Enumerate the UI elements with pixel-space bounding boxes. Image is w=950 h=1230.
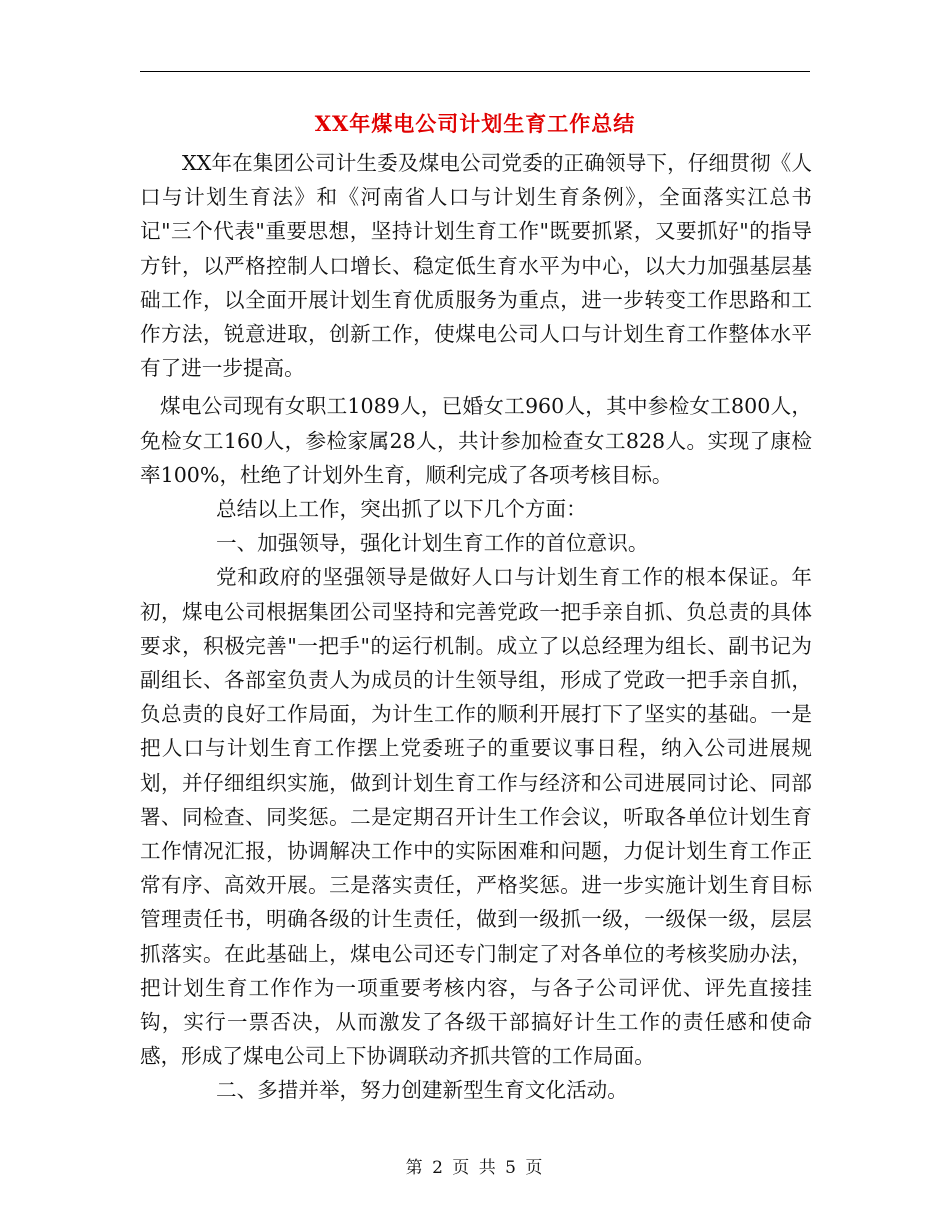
paragraph-intro: XX年在集团公司计生委及煤电公司党委的正确领导下，仔细贯彻《人口与计划生育法》和《河南省人口与计划生育条例》，全面落实江总书记"三个代表"重要思想，坚持计划生育工作"既要抓紧，又要抓好"的指导方针，以严格控制人口增长、稳定低生育水平为中心，以大力加强基层基础工作，以全面开展计划生育优质服务为重点，进一步转变工作思路和工作方法，锐意进取，创新工作，使煤电公司人口与计划生育工作整体水平有了进一步提高。: [140, 151, 812, 381]
section-heading-2: 二、多措并举，努力创建新型生育文化活动。: [216, 1078, 628, 1103]
document-title: XX年煤电公司计划生育工作总结: [314, 111, 636, 136]
document-body: [140, 146, 812, 1108]
paragraph-summary-lead: 总结以上工作，突出抓了以下几个方面：: [216, 497, 587, 522]
paragraph-leadership: 党和政府的坚强领导是做好人口与计划生育工作的根本保证。年初，煤电公司根据集团公司坚持和完善党政一把手亲自抓、负总责的具体要求，积极完善"一把手"的运行机制。成立了以总经理为组长、副书记为副组长、各部室负责人为成员的计生领导组，形成了党政一把手亲自抓，负总责的良好工作局面，为计生工作的顺利开展打下了坚实的基础。一是把人口与计划生育工作摆上党委班子的重要议事日程，纳入公司进展规划，并仔细组织实施，做到计划生育工作与经济和公司进展同讨论、同部署、同检查、同奖惩。二是定期召开计生工作会议，听取各单位计划生育工作情况汇报，协调解决工作中的实际困难和问题，力促计划生育工作正常有序、高效开展。三是落实责任，严格奖惩。进一步实施计划生育目标管理责任书，明确各级的计生责任，做到一级抓一级，一级保一级，层层抓落实。在此基础上，煤电公司还专门制定了对各单位的考核奖励办法，把计划生育工作作为一项重要考核内容，与各子公司评优、评先直接挂钩，实行一票否决，从而激发了各级干部搞好计生工作的责任感和使命感，形成了煤电公司上下协调联动齐抓共管的工作局面。: [140, 565, 812, 1069]
header-rule: [140, 71, 810, 72]
page-footer: 第 2 页 共 5 页: [405, 1158, 545, 1178]
section-heading-1: 一、加强领导，强化计划生育工作的首位意识。: [216, 531, 649, 556]
paragraph-statistics: 煤电公司现有女职工1089人，已婚女工960人，其中参检女工800人，免检女工160人，参检家属28人，共计参加检查女工828人。实现了康检率100%，杜绝了计划外生育，顺利完成了各项考核目标。: [140, 394, 812, 487]
